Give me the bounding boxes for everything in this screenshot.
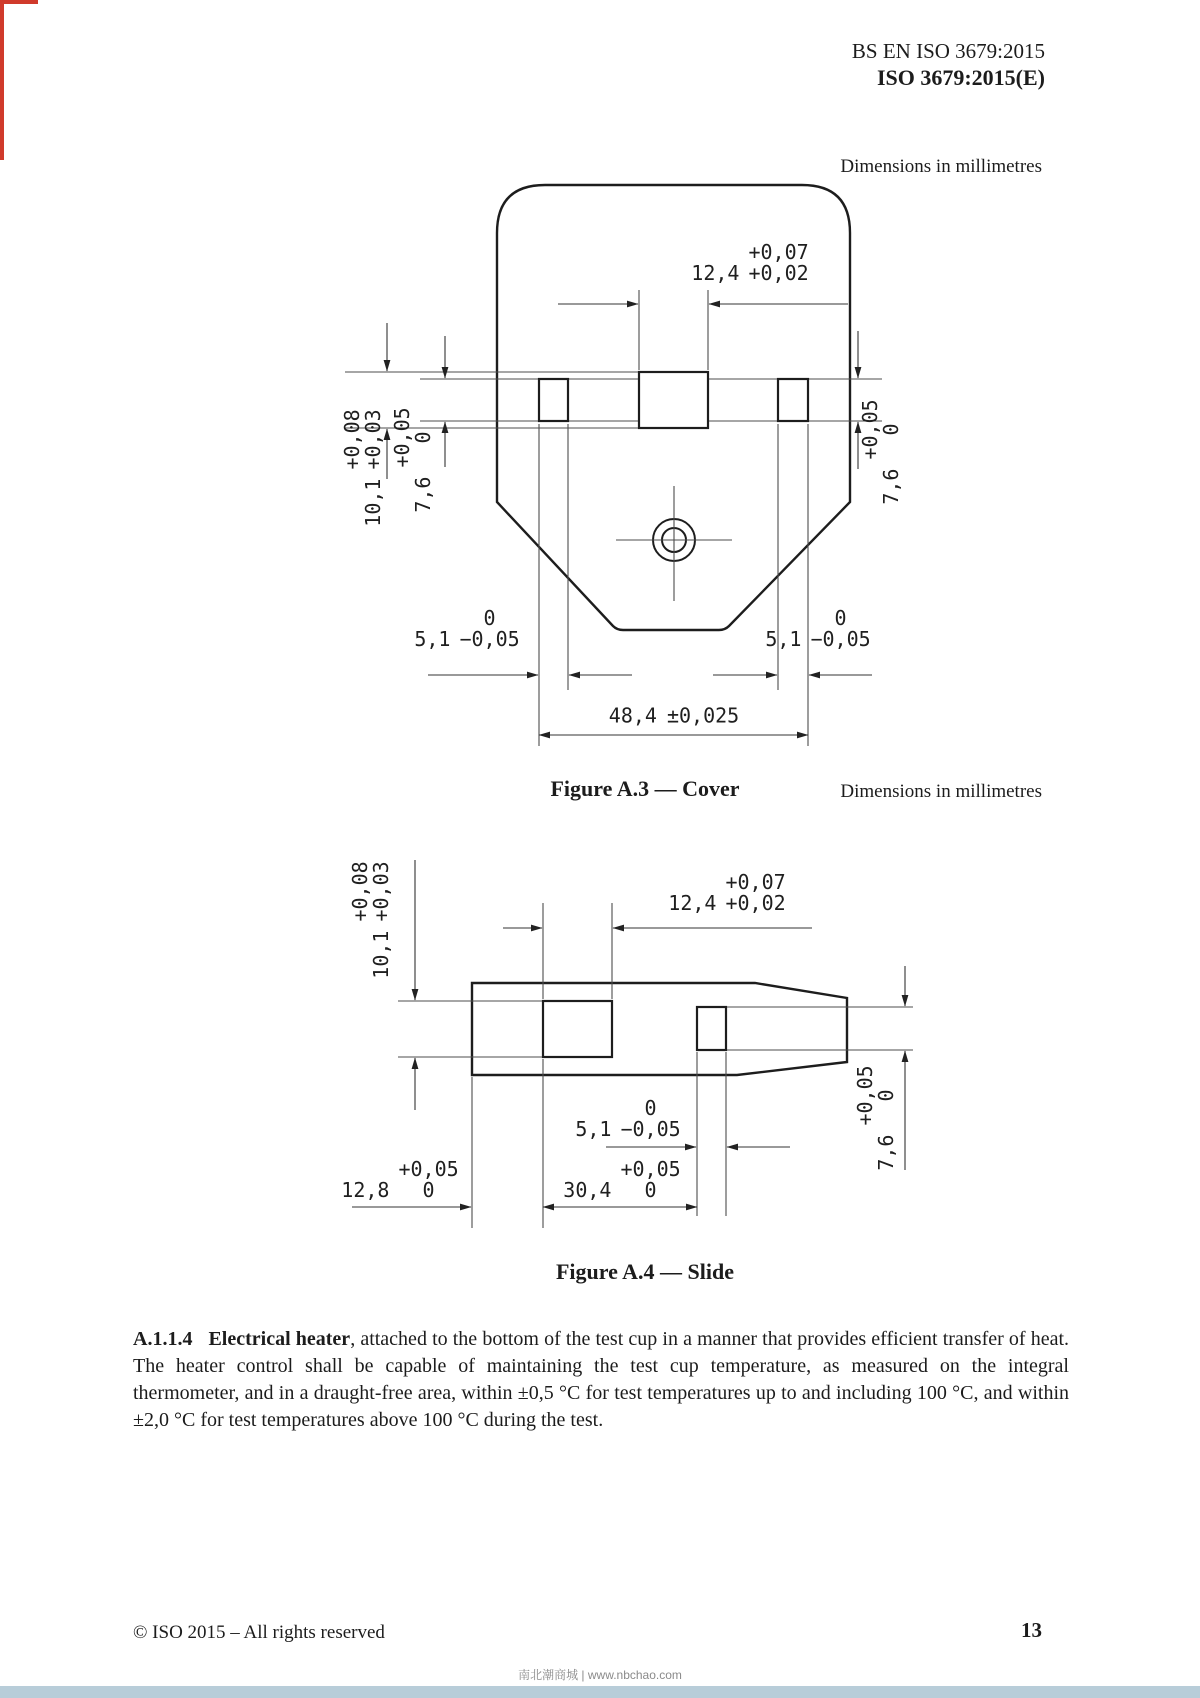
a3-dim-overall-width: 48,4 ±0,025 xyxy=(608,703,740,728)
figure-a4-caption: Figure A.4 — Slide xyxy=(555,1259,735,1284)
watermark-text: 南北潮商城 | www.nbchao.com xyxy=(518,1668,682,1682)
cover-slot-center xyxy=(639,372,708,428)
a3-dim-side-height-left: 7,6 +0,05 0 xyxy=(390,407,435,513)
figure-a3-caption: Figure A.3 — Cover xyxy=(550,776,740,801)
clause-a114 xyxy=(133,1326,1069,1434)
slide-slot-small xyxy=(697,1007,726,1050)
footer-page-number: 13 xyxy=(1021,1618,1042,1642)
slide-outline xyxy=(472,983,847,1075)
slide-dimension-lines xyxy=(348,860,905,1207)
a4-dim-slot-width: 12,4 +0,07 +0,02 xyxy=(668,870,786,915)
a4-dim-neck-height: 7,6 +0,05 0 xyxy=(853,1065,898,1171)
a4-dim-small-slot: 5,1 0 −0,05 xyxy=(575,1096,681,1141)
cover-center-hole xyxy=(616,486,732,601)
cover-slot-right xyxy=(778,379,808,421)
a4-dim-end-offset: 12,8 +0,05 0 xyxy=(341,1157,459,1202)
a3-dim-side-height-right: 7,6 +0,05 0 xyxy=(858,399,903,505)
a3-dim-center-height: 10,1 +0,08 +0,03 xyxy=(340,409,385,527)
clause-title: Electrical heater xyxy=(208,1328,351,1350)
units-note-a4: Dimensions in millimetres xyxy=(840,781,1042,802)
clause-number: A.1.1.4 xyxy=(133,1328,193,1350)
cover-extension-lines xyxy=(345,290,882,746)
a3-dim-side-slot-left: 5,1 0 −0,05 xyxy=(414,606,520,651)
a4-dim-slot-height: 10,1 +0,08 +0,03 xyxy=(348,861,393,979)
units-note-a3: Dimensions in millimetres xyxy=(840,156,1042,177)
bottom-bar xyxy=(0,1686,1200,1698)
a3-dim-slot-width: 12,4 +0,07 +0,02 xyxy=(691,240,809,285)
clause-body: , attached to the bottom of the test cup in a manner that provides efficient transfer of heat. The heater control shall be capable of maintaining the test cup temperature, as measured on the integral thermometer, and in a draught-free area, within ±0,5 °C for test temperatures up to and including 100 °C, and within ±2,0 °C for test temperatures above 100 °C during the test. xyxy=(133,1328,1070,1431)
cover-slot-left xyxy=(539,379,568,421)
cover-dimension-lines xyxy=(387,304,872,735)
a4-dim-slot-offset: 30,4 +0,05 0 xyxy=(563,1157,681,1202)
header-standard-ref: BS EN ISO 3679:2015 xyxy=(851,39,1045,63)
footer-copyright: © ISO 2015 – All rights reserved xyxy=(133,1622,385,1643)
a3-dim-side-slot-right: 5,1 0 −0,05 xyxy=(765,606,871,651)
slide-slot-big xyxy=(543,1001,612,1057)
header-iso-ref: ISO 3679:2015(E) xyxy=(876,65,1045,91)
